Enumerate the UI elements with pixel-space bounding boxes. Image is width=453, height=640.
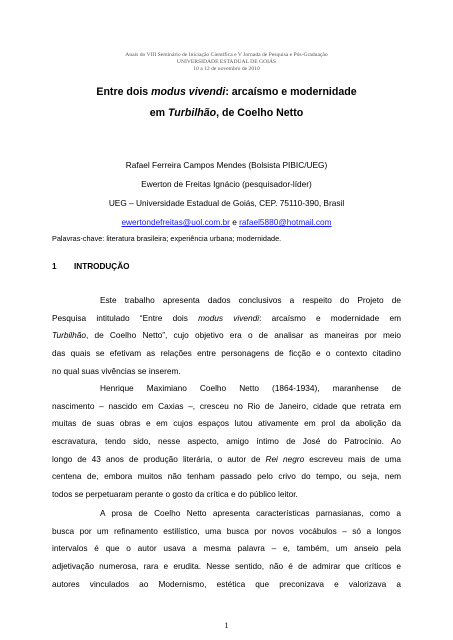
paragraph-1: Este trabalho apresenta dados conclusivos a respeito do Projeto de Pesquisa intitulado “Entre dois modus vivendi: arcaísmo e modernidade em Turbilhão, de Coelho Netto”, cujo objetivo era o de analisar as maneiras por meio das quais se efetivam as relações entre personagens de ficção e o contexto citadino no qual suas vivências se inserem.: [52, 295, 401, 376]
paper-title-line-2: em Turbilhão, de Coelho Netto: [149, 107, 304, 119]
proceedings-header: [0, 52, 453, 73]
author-emails: ewertondefreitas@uol.com.br e rafael5880@hotmail.com: [121, 217, 332, 227]
header-line-3: 10 a 12 de novembro de 2010: [193, 66, 260, 72]
keywords: Palavras-chave: literatura brasileira; experiência urbana; modernidade.: [52, 234, 282, 243]
page-number: 1: [224, 621, 229, 630]
paragraph-3: A prosa de Coelho Netto apresenta características parnasianas, como a busca por um refinamento estilístico, uma busca por novos vocábulos – só a longos intervalos é que o autor usava a mesma palavra – e, também, um anseio pela adjetivação numerosa, rara e erudita. Nesse sentido, não é de admirar que críticos e autores vinculados ao Modernismo, estética que preconizava e valorizava a: [52, 508, 401, 589]
section-heading: [52, 262, 130, 271]
paper-title-line-1: Entre dois modus vivendi: arcaísmo e modernidade: [96, 86, 357, 98]
header-line-1: Anais do VIII Seminário de Iniciação Científica e V Jornada de Pesquisa e Pós-Graduação: [125, 52, 328, 58]
email-link-1[interactable]: ewertondefreitas@uol.com.br: [121, 217, 230, 227]
affiliation: UEG – Universidade Estadual de Goiás, CEP. 75110-390, Brasil: [108, 198, 345, 208]
paragraph-2: Henrique Maximiano Coelho Netto (1864-1934), maranhense de nascimento – nascido em Caxias –, cresceu no Rio de Janeiro, cidade que retrata em muitas de suas obras e em cujos espaços lutou ativamente em prol da abolição da escravatura, tendo sido, nesse aspecto, amigo íntimo de José do Patrocínio. Ao longo de 43 anos de produção literária, o autor de Rei negro escreveu mais de uma centena de, embora muitos não tenham passado pelo crivo do tempo, ou seja, nem todos se perpetuaram perante o gosto da crítica e do público leitor.: [52, 383, 401, 500]
header-line-2: UNIVERSIDADE ESTADUAL DE GOIÁS: [176, 59, 277, 65]
email-link-2[interactable]: rafael5880@hotmail.com: [239, 217, 332, 227]
section-number: 1: [52, 262, 57, 271]
author-1: Rafael Ferreira Campos Mendes (Bolsista PIBIC/UEG): [125, 160, 328, 170]
section-title: INTRODUÇÃO: [74, 262, 130, 271]
author-block: [0, 156, 453, 232]
author-2: Ewerton de Freitas Ignácio (pesquisador-líder): [141, 179, 312, 189]
